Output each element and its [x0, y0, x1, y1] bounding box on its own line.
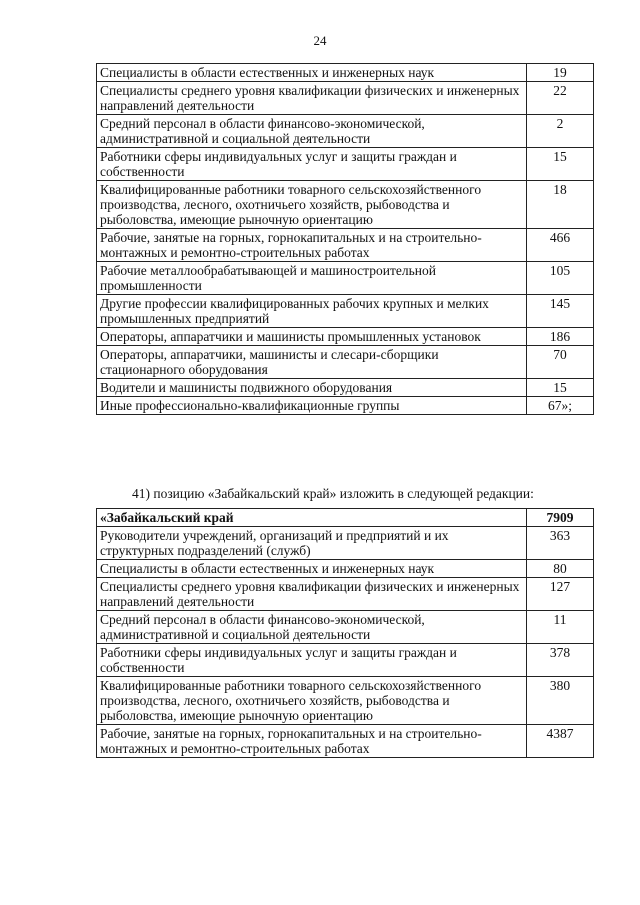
row-value: 15 — [527, 379, 594, 397]
row-value: 2 — [527, 115, 594, 148]
row-label: Квалифицированные работники товарного сельскохозяйственного производства, лесного, охотничьего хозяйств, рыбоводства и рыболовства, имеющие рыночную ориентацию — [97, 181, 527, 229]
row-value: 22 — [527, 82, 594, 115]
row-value: 378 — [527, 644, 594, 677]
row-value: 380 — [527, 677, 594, 725]
table-row — [97, 725, 594, 758]
row-label: Операторы, аппаратчики и машинисты промышленных установок — [97, 328, 527, 346]
row-value: 145 — [527, 295, 594, 328]
table-row — [97, 578, 594, 611]
table-header-row — [97, 509, 594, 527]
page-number: 24 — [313, 33, 327, 48]
row-value: 70 — [527, 346, 594, 379]
row-value: 18 — [527, 181, 594, 229]
row-label: Руководители учреждений, организаций и предприятий и их структурных подразделений (служб) — [97, 527, 527, 560]
table-row — [97, 677, 594, 725]
row-value: 67»; — [527, 397, 594, 415]
table-row — [97, 527, 594, 560]
row-label: Средний персонал в области финансово-экономической, административной и социальной деятельности — [97, 611, 527, 644]
row-label: Другие профессии квалифицированных рабочих крупных и мелких промышленных предприятий — [97, 295, 527, 328]
row-label: Работники сферы индивидуальных услуг и защиты граждан и собственности — [97, 148, 527, 181]
table-row — [97, 82, 594, 115]
table-row — [97, 644, 594, 677]
table-row — [97, 115, 594, 148]
row-label: Специалисты среднего уровня квалификации физических и инженерных направлений деятельности — [97, 578, 527, 611]
row-label: Иные профессионально-квалификационные группы — [97, 397, 527, 415]
table-row — [97, 379, 594, 397]
region-total: 7909 — [527, 509, 594, 527]
amendment-paragraph: 41) позицию «Забайкальский край» изложить в следующей редакции: — [132, 486, 534, 501]
table-row — [97, 611, 594, 644]
row-label: Рабочие, занятые на горных, горнокапитальных и на строительно-монтажных и ремонтно-строительных работах — [97, 229, 527, 262]
row-value: 4387 — [527, 725, 594, 758]
row-label: Водители и машинисты подвижного оборудования — [97, 379, 527, 397]
row-label: Средний персонал в области финансово-экономической, административной и социальной деятельности — [97, 115, 527, 148]
row-label: Квалифицированные работники товарного сельскохозяйственного производства, лесного, охотничьего хозяйств, рыбоводства и рыболовства, имеющие рыночную ориентацию — [97, 677, 527, 725]
table-row — [97, 262, 594, 295]
row-label: Специалисты в области естественных и инженерных наук — [97, 64, 527, 82]
row-value: 11 — [527, 611, 594, 644]
table-top — [96, 63, 594, 415]
row-label: Специалисты среднего уровня квалификации физических и инженерных направлений деятельности — [97, 82, 527, 115]
table-row — [97, 148, 594, 181]
table-row — [97, 64, 594, 82]
row-value: 15 — [527, 148, 594, 181]
row-value: 186 — [527, 328, 594, 346]
region-name: «Забайкальский край — [97, 509, 527, 527]
row-label: Специалисты в области естественных и инженерных наук — [97, 560, 527, 578]
table-row — [97, 328, 594, 346]
row-value: 127 — [527, 578, 594, 611]
table-bottom — [96, 508, 594, 758]
row-value: 105 — [527, 262, 594, 295]
row-value: 19 — [527, 64, 594, 82]
row-value: 466 — [527, 229, 594, 262]
row-value: 363 — [527, 527, 594, 560]
table-row — [97, 295, 594, 328]
table-row — [97, 397, 594, 415]
row-label: Рабочие, занятые на горных, горнокапитальных и на строительно-монтажных и ремонтно-строительных работах — [97, 725, 527, 758]
row-label: Работники сферы индивидуальных услуг и защиты граждан и собственности — [97, 644, 527, 677]
row-label: Рабочие металлообрабатывающей и машиностроительной промышленности — [97, 262, 527, 295]
table-row — [97, 181, 594, 229]
table-row — [97, 560, 594, 578]
row-label: Операторы, аппаратчики, машинисты и слесари-сборщики стационарного оборудования — [97, 346, 527, 379]
row-value: 80 — [527, 560, 594, 578]
table-row — [97, 346, 594, 379]
table-row — [97, 229, 594, 262]
